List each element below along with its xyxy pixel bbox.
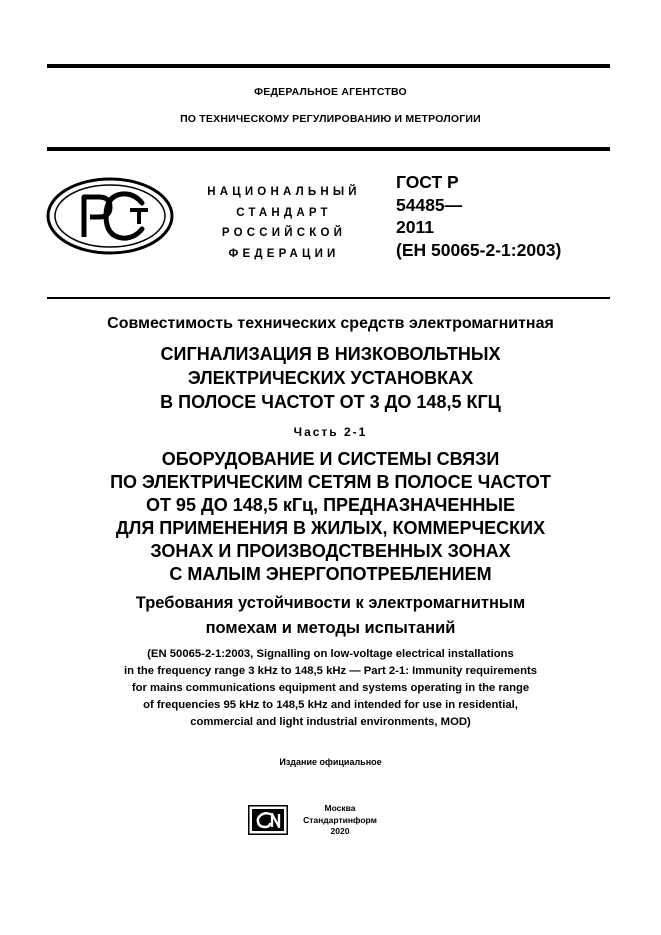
subtitle-line-1: Требования устойчивости к электромагнитным bbox=[135, 594, 526, 612]
designation-line-4: (ЕН 50065-2-1:2003) bbox=[396, 239, 562, 260]
publisher-year: 2020 bbox=[330, 826, 350, 836]
national-line-2: СТАНДАРТ bbox=[236, 206, 332, 219]
subtitle-line-2: помехам и методы испытаний bbox=[205, 619, 456, 637]
designation-line-1: ГОСТ Р bbox=[396, 172, 459, 192]
national-line-4: ФЕДЕРАЦИИ bbox=[228, 247, 340, 260]
caps-block2-line-3: ОТ 95 ДО 148,5 кГц, ПРЕДНАЗНАЧЕННЫЕ bbox=[145, 495, 516, 515]
caps-block2-line-2: ПО ЭЛЕКТРИЧЕСКИМ СЕТЯМ В ПОЛОСЕ ЧАСТОТ bbox=[110, 472, 551, 492]
title-line: Совместимость технических средств электромагнитная bbox=[107, 315, 554, 332]
designation-line-3: 2011 bbox=[396, 217, 434, 237]
top-rule bbox=[47, 64, 610, 68]
standartinform-logo-icon bbox=[248, 805, 288, 835]
designation-rule bbox=[47, 297, 610, 299]
standard-designation bbox=[396, 171, 561, 261]
caps-block2-line-4: ДЛЯ ПРИМЕНЕНИЯ В ЖИЛЫХ, КОММЕРЧЕСКИХ bbox=[115, 518, 546, 538]
english-line-1: (EN 50065-2-1:2003, Signalling on low-voltage electrical installations bbox=[147, 648, 514, 660]
national-line-3: РОССИЙСКОЙ bbox=[221, 227, 347, 239]
publisher-city: Москва bbox=[324, 803, 356, 813]
publisher-block bbox=[248, 803, 398, 843]
caps-block2-line-6: С МАЛЫМ ЭНЕРГОПОТРЕБЛЕНИЕМ bbox=[169, 564, 492, 584]
publisher-name: Стандартинформ bbox=[303, 814, 377, 825]
publisher-text bbox=[295, 803, 385, 838]
official-edition: Издание официальное bbox=[279, 757, 382, 767]
english-line-2: in the frequency range 3 kHz to 148,5 kHz — Part 2-1: Immunity requirements bbox=[123, 665, 538, 677]
caps-block2-line-5: ЗОНАХ И ПРОИЗВОДСТВЕННЫХ ЗОНАХ bbox=[150, 541, 511, 561]
header-rule bbox=[47, 147, 610, 151]
national-standard-label bbox=[190, 182, 378, 264]
agency-line-1: ФЕДЕРАЛЬНОЕ АГЕНТСТВО bbox=[254, 86, 407, 98]
caps-block1-line-1: СИГНАЛИЗАЦИЯ В НИЗКОВОЛЬТНЫХ bbox=[160, 344, 501, 364]
english-line-4: of frequencies 95 kHz to 148,5 kHz and intended for use in residential, bbox=[143, 699, 518, 711]
caps-block1-line-3: В ПОЛОСЕ ЧАСТОТ ОТ 3 ДО 148,5 КГЦ bbox=[160, 392, 501, 412]
designation-line-2: 54485— bbox=[396, 194, 463, 215]
caps-block2-line-1: ОБОРУДОВАНИЕ И СИСТЕМЫ СВЯЗИ bbox=[161, 449, 500, 469]
agency-line-2: ПО ТЕХНИЧЕСКОМУ РЕГУЛИРОВАНИЮ И МЕТРОЛОГИИ bbox=[180, 113, 481, 125]
english-line-3: for mains communications equipment and systems operating in the range bbox=[131, 682, 530, 694]
part-label: Часть 2-1 bbox=[293, 425, 368, 439]
caps-block1-line-2: ЭЛЕКТРИЧЕСКИХ УСТАНОВКАХ bbox=[187, 368, 474, 388]
national-line-1: НАЦИОНАЛЬНЫЙ bbox=[207, 186, 361, 198]
english-line-5: commercial and light industrial environments, MOD) bbox=[190, 716, 471, 728]
rst-certification-logo-icon bbox=[44, 175, 176, 257]
